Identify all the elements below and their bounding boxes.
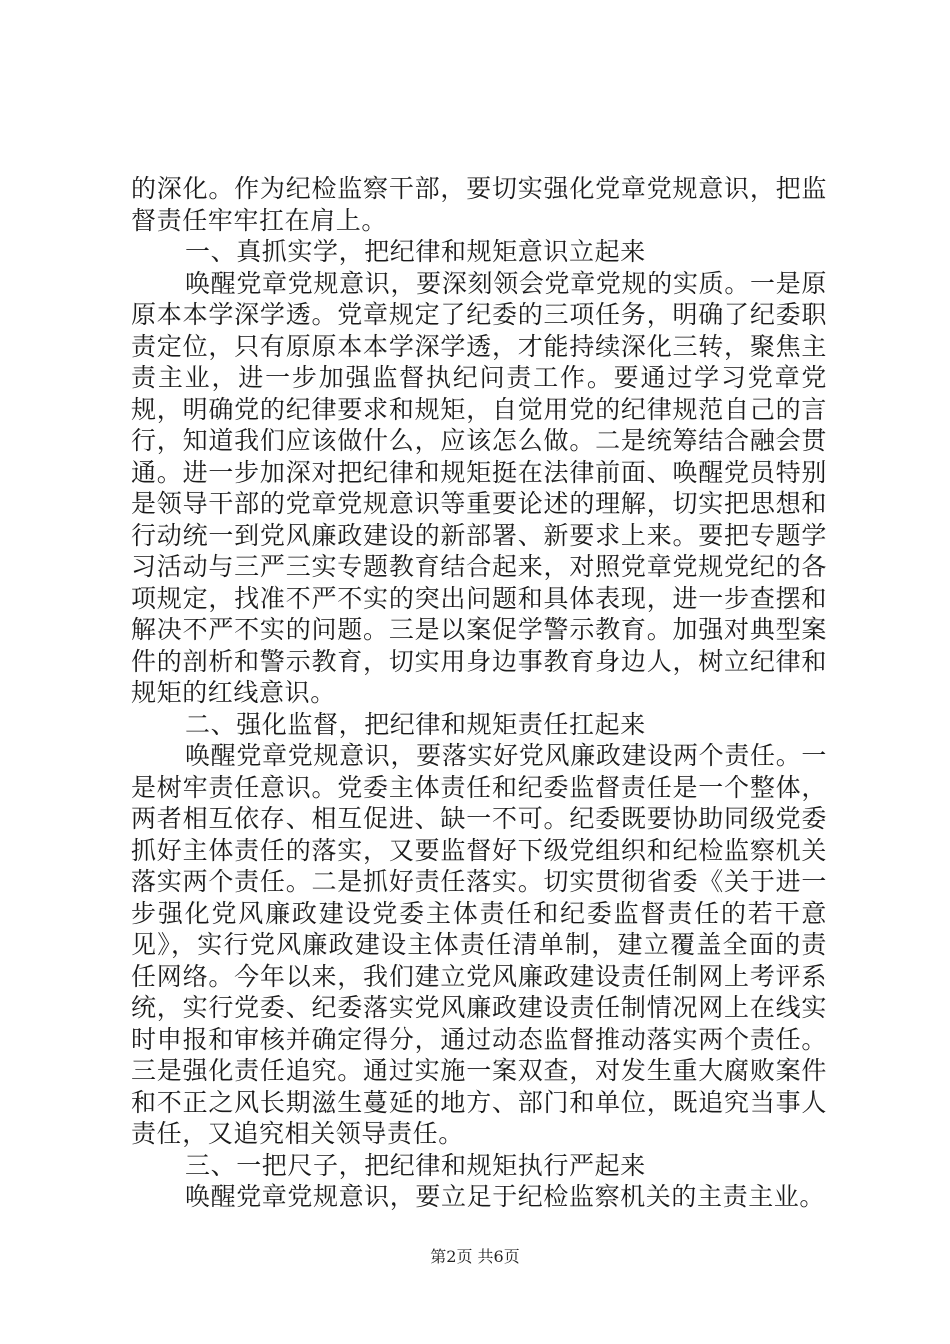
paragraph-section-3: 唤醒党章党规意识，要立足于纪检监察机关的主责主业。 <box>185 1182 826 1211</box>
section-heading-3: 三、一把尺子，把纪律和规矩执行严起来 <box>185 1150 646 1180</box>
document-body <box>131 173 827 1213</box>
page-number-label: 第2页 共6页 <box>430 1247 520 1266</box>
paragraph-continuation: 的深化。作为纪检监察干部，要切实强化党章党规意识，把监督责任牢牢扛在肩上。 <box>131 174 827 235</box>
page-footer <box>0 1244 950 1267</box>
paragraph-section-2: 唤醒党章党规意识，要落实好党风廉政建设两个责任。一是树牢责任意识。党委主体责任和纪委监督责任是一个整体，两者相互依存、相互促进、缺一不可。纪委既要协助同级党委抓好主体责任的落实，又要监督好下级党组织和纪检监察机关落实两个责任。二是抓好责任落实。切实贯彻省委《关于进一步强化党风廉政建设党委主体责任和纪委监督责任的若干意见》，实行党风廉政建设主体责任清单制，建立覆盖全面的责任网络。今年以来，我们建立党风廉政建设责任制网上考评系统，实行党委、纪委落实党风廉政建设责任制情况网上在线实时申报和审核并确定得分，通过动态监督推动落实两个责任。三是强化责任追究。通过实施一案双查，对发生重大腐败案件和不正之风长期滋生蔓延的地方、部门和单位，既追究当事人责任，又追究相关领导责任。 <box>131 741 827 1148</box>
section-heading-2: 二、强化监督，把纪律和规矩责任扛起来 <box>185 709 646 739</box>
paragraph-section-1: 唤醒党章党规意识，要深刻领会党章党规的实质。一是原原本本学深学透。党章规定了纪委的三项任务，明确了纪委职责定位，只有原原本本学深学透，才能持续深化三转，聚焦主责主业，进一步加强监督执纪问责工作。要通过学习党章党规，明确党的纪律要求和规矩，自觉用党的纪律规范自己的言行，知道我们应该做什么，应该怎么做。二是统筹结合融会贯通。进一步加深对把纪律和规矩挺在法律前面、唤醒党员特别是领导干部的党章党规意识等重要论述的理解，切实把思想和行动统一到党风廉政建设的新部署、新要求上来。要把专题学习活动与三严三实专题教育结合起来，对照党章党规党纪的各项规定，找准不严不实的突出问题和具体表现，进一步查摆和解决不严不实的问题。三是以案促学警示教育。加强对典型案件的剖析和警示教育，切实用身边事教育身边人，树立纪律和规矩的红线意识。 <box>131 268 827 707</box>
section-heading-1: 一、真抓实学，把纪律和规矩意识立起来 <box>185 237 646 266</box>
